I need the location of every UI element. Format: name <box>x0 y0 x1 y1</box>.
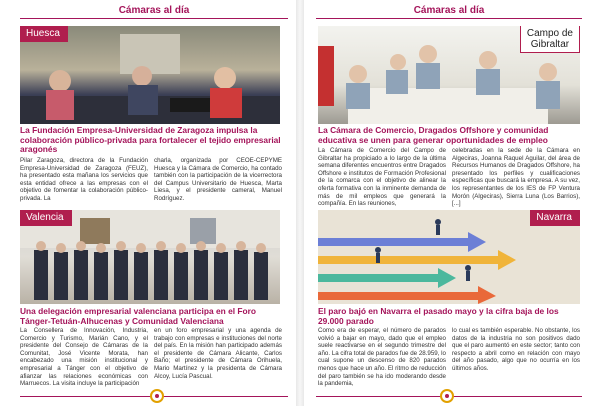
page-gutter <box>296 0 304 406</box>
valencia-col2: en un foro empresarial y una agenda de trabajo con empresas e instituciones del norte del país. En la misión han participado además el presidente de Cámara Alicante, Carlos Baño; el presidente de Cámara Orihuela, Mario Martínez y la presidenta de Cámara Alcoy, Lucía Pascual. <box>154 327 282 380</box>
huesca-col1: Pilar Zaragoza, directora de la Fundación Empresa-Universidad de Zaragoza (FEUZ), ha presentado esta mañana los servicios que esta entidad ofrece a las empresas con el objetivo de fomentar la colaboración público-privada. La <box>20 157 148 202</box>
header-rule <box>20 18 288 19</box>
huesca-photo <box>20 26 280 124</box>
huesca-col2: charla, organizada por CEOE-CEPYME Huesca y la Cámara de Comercio, ha contado también con la participación de la vicerrectora del Campus Universitario de Huesca, Marta Liesa, y el presidente cameral, Manuel Rodríguez. <box>154 157 282 202</box>
navarra-title: El paro bajó en Navarra el pasado mayo y la cifra baja de los 29.000 parado <box>318 306 559 326</box>
right-page-header <box>316 5 582 19</box>
header-rule <box>316 18 582 19</box>
chamber-logo-icon <box>440 389 454 403</box>
right-header-text: Cámaras al día <box>408 5 491 16</box>
gibraltar-tag <box>520 26 580 53</box>
chamber-logo-icon <box>150 389 164 403</box>
gibraltar-title: La Cámara de Comercio, Dragados Offshore y comunidad educativa se unen para generar oportunidades de empleo <box>318 125 549 145</box>
gibraltar-tag-line2: Gibraltar <box>530 39 570 50</box>
valencia-tag: Valencia <box>20 210 72 226</box>
valencia-col1: La Consellera de Innovación, Industria, Comercio y Turismo, Marián Cano, y el presidente del Consejo de Cámaras de la Comunitat, José Vicente Morata, han encabezado una misión institucional y empresarial a Tánger con el objetivo de afianzar las relaciones económicas con Marruecos. La visita incluye la participación <box>20 327 148 388</box>
left-page-header <box>20 5 288 19</box>
gibraltar-tag-line1: Campo de <box>526 28 573 39</box>
valencia-title: Una delegación empresarial valenciana participa en el Foro Tánger-Tetuán-Alhucenas y Comunidad Valenciana <box>20 306 256 326</box>
gibraltar-photo <box>318 26 580 124</box>
navarra-col1: Como era de esperar, el número de parados volvió a bajar en mayo, dado que el empleo suele reactivarse en el segundo trimestre del año. La cifra total de parados fue de 28.959, lo cual supone un descenso de 820 parados menos que hace un año. El ritmo de reducción del paro también se ha ido moderando desde la pandemia, <box>318 327 446 388</box>
huesca-tag: Huesca <box>20 26 68 42</box>
valencia-photo <box>20 210 280 304</box>
gibraltar-col1: La Cámara de Comercio del Campo de Gibraltar ha propiciado a lo largo de la última semana diferentes encuentros entre Dragados Offshore e institutos de Formación Profesional de la comarca con el objetivo de alinear la oferta formativa con la inminente demanda de más de mil empleos que generará la compañía. En las reuniones, <box>318 147 446 208</box>
left-header-text: Cámaras al día <box>113 5 196 16</box>
navarra-tag: Navarra <box>530 210 580 226</box>
gibraltar-col2: celebradas en la sede de la Cámara en Algeciras, Joanna Raquel Aguilar, del área de Recursos Humanos de Dragados Offshore, ha presentado los perfiles y cualificaciones específicas que buscará la empresa. A su vez, los representantes de los IES de FP Ventura Morón (Algeciras), Sierra Luna (Los Barrios), [...] <box>452 147 580 208</box>
huesca-title: La Fundación Empresa-Universidad de Zaragoza impulsa la colaboración público-privada para fortalecer el tejido empresarial aragonés <box>20 125 281 155</box>
navarra-col2: lo cual es también esperable. No obstante, los datos de la industria no son positivos dado que el paro aumentó en este sector; tanto con respecto a abril como en relación con mayo del año pasado, algo que no ocurría en los últimos años. <box>452 327 580 372</box>
navarra-photo <box>318 210 580 304</box>
